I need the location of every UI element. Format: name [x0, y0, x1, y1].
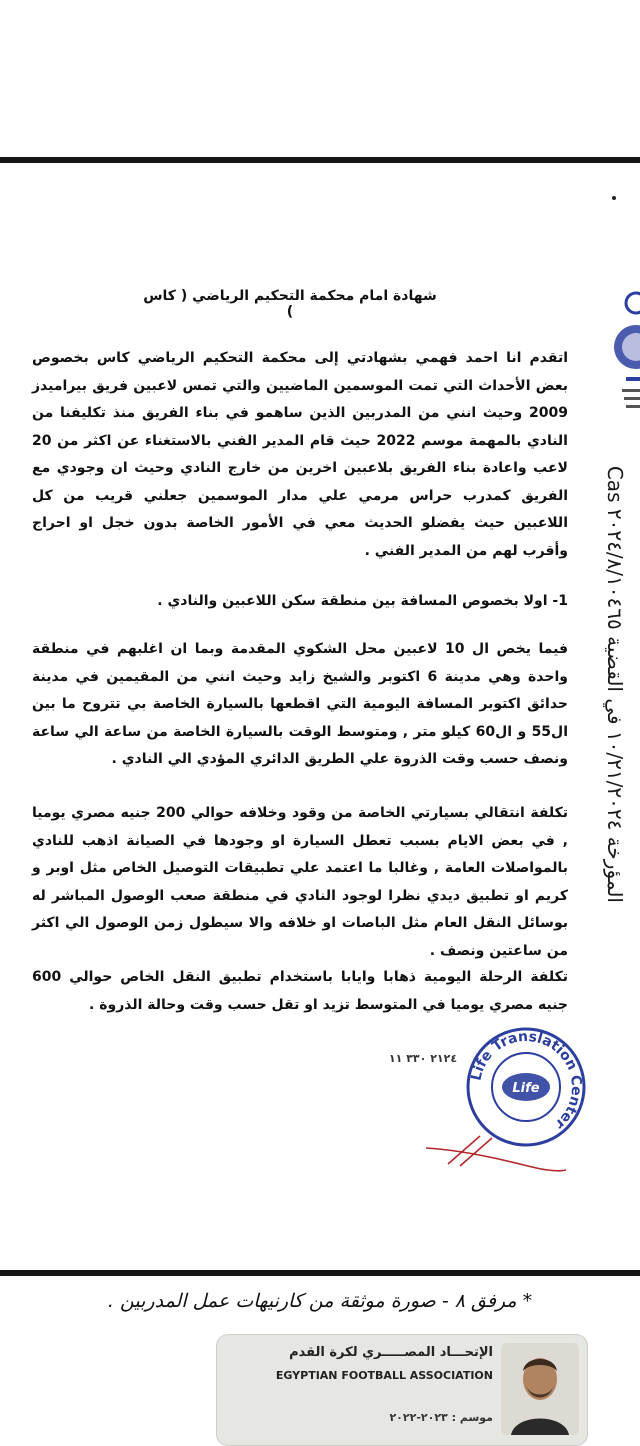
id-card: [216, 1334, 588, 1446]
person-avatar-icon: [501, 1343, 579, 1435]
attachment-note: [20, 1290, 620, 1312]
card-season: [225, 1411, 493, 1424]
card-season-label: موسم :: [451, 1411, 493, 1424]
corner-seal-fragment-icon: [606, 285, 640, 425]
transport-cost-paragraph: تكلفة انتقالي بسيارتي الخاصة من وقود وخلافه حوالي 200 جنيه مصري يوميا , في بعض الايام بسبب تعطل السيارة او وجودها في الصيانة اذهب للنادي بالمواصلات العامة , وغالبا ما اعتمد علي تطبيقات التوصيل الخاص مثل اوبر و كريم او تطبيق ديدي نظرا لوجود النادي في منطقة صعب الوصول المباشر له بوسائل النقل العام مثل الباصات او خلافه والا سيطول زمن الوصول الي اكثر من ساعتين ونصف .: [32, 805, 569, 959]
svg-text:Life Translation Center: Life Translation Center: [468, 1028, 585, 1133]
margin-note: المؤرخة ١٠/٢١/٢٠٢٤ في القضية ٢٠٢٤/٨/١٠٤٦٥ Cas: [603, 465, 627, 903]
bottom-divider: [0, 1270, 640, 1276]
attachment-text: مرفق ٨ - صورة موثقة من كارنيهات عمل المدربين .: [107, 1290, 517, 1312]
card-photo: [501, 1343, 579, 1435]
document-number: ٢١٢٤ ٣٣٠ ١١: [388, 1052, 458, 1065]
stray-mark: [612, 196, 616, 200]
card-federation-english: EGYPTIAN FOOTBALL ASSOCIATION: [275, 1369, 493, 1382]
signature-icon: [418, 1130, 568, 1180]
svg-text:Life: Life: [512, 1081, 540, 1096]
top-divider: [0, 157, 640, 163]
card-federation-arabic: الإتحـــاد المصـــــري لكرة القدم: [289, 1345, 493, 1360]
section-heading: 1- اولا بخصوص المسافة بين منطقة سكن اللاعبين والنادي .: [157, 593, 568, 609]
intro-paragraph: اتقدم انا احمد فهمي بشهادتي إلى محكمة التحكيم الرياضي كاس بخصوص بعض الأحداث التي تمت الموسمين الماضيين والتي تمس لاعبين فريق بيراميدز 2009 وحيث انني من المدربين الذين ساهمو في بناء الفريق منذ تكليفنا من النادي بالمهمة موسم 2022 حيث قام المدير الفني بالاستغناء عن اكثر من 20 لاعب واعادة بناء الفريق بلاعبين اخرين من خارج النادي وحيث ان وجودي مع الفريق كمدرب حراس مرمي علي مدار الموسمين جعلني قريب من كل اللاعبين حيث يفضلو الحديث معي في الأمور الخاصة بدون خجل او احراج وأقرب لهم من المدير الفني .: [32, 350, 568, 559]
attachment-bullet: *: [522, 1290, 533, 1312]
card-season-value: ٢٠٢٣-٢٠٢٢: [389, 1411, 448, 1424]
daily-trip-paragraph: تكلفة الرحلة اليومية ذهابا وايابا باستخدام تطبيق النقل الخاص حوالي 600 جنيه مصري يوميا في المتوسط تزيد او تقل حسب وقت وحالة الذروة .: [32, 969, 568, 1013]
distance-paragraph: فيما يخص ال 10 لاعبين محل الشكوي المقدمة وبما ان اغلبهم في منطقة واحدة وهي مدينة 6 اكتوبر والشيخ زايد وحيث انني من المقيمين في مدينة حدائق اكتوبر المسافة اليومية التي اقطعها بالسيارة الخاصة بي تتروح ما بين ال55 و ال60 كيلو متر , ومتوسط الوقت بالسيارة الخاصة من ساعة الي ساعة ونصف حسب وقت الذروة علي الطريق الدائري المؤدي الي النادي .: [32, 641, 569, 767]
document-title: شهادة امام محكمة التحكيم الرياضي ( كاس ): [143, 288, 437, 320]
